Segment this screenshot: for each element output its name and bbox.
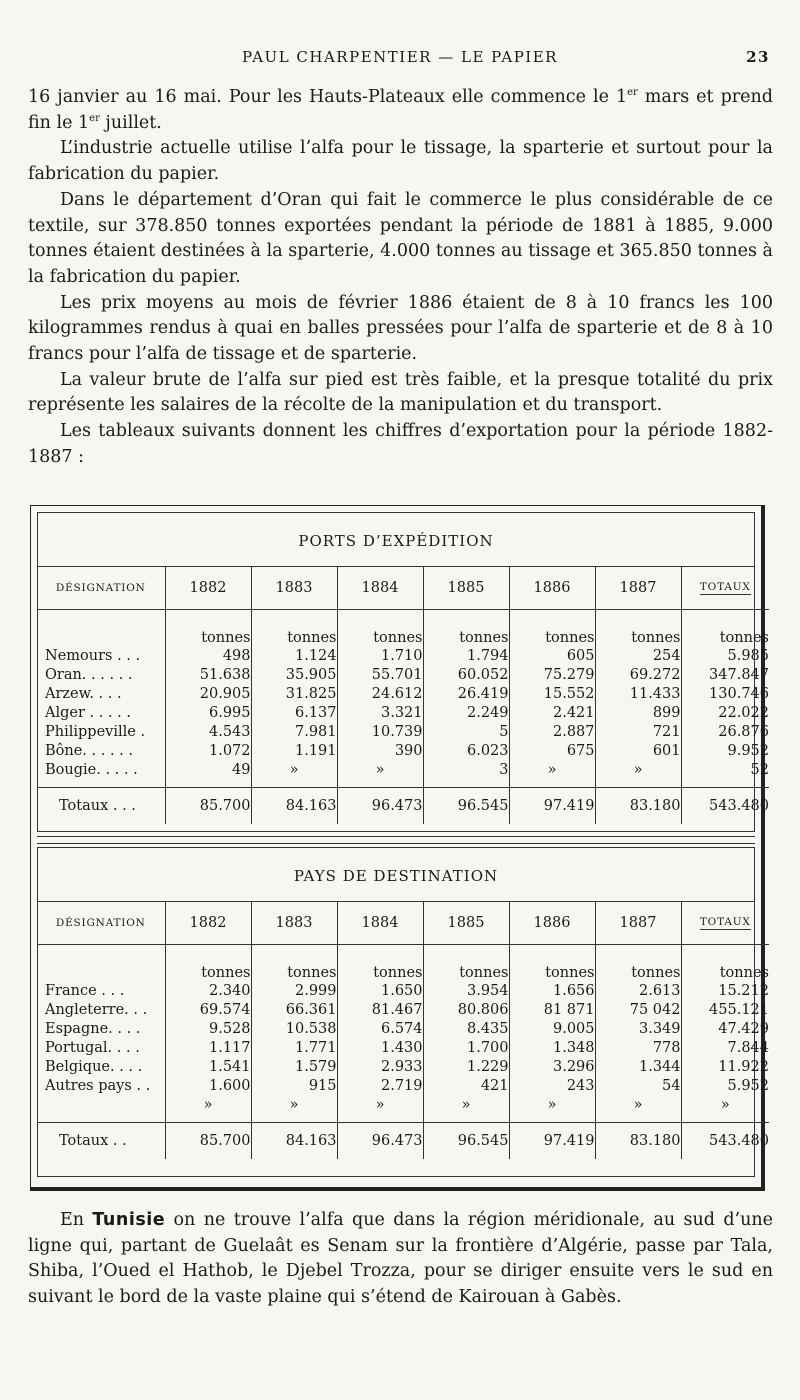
- cell-value: »: [509, 1095, 595, 1114]
- cell-value: 5: [423, 722, 509, 741]
- unit-label: tonnes: [251, 955, 337, 981]
- row-designation: Portugal. . . .: [45, 1039, 140, 1056]
- table-row: [37, 646, 769, 665]
- cell-value: 2.421: [509, 703, 595, 722]
- cell-value: 24.612: [337, 684, 423, 703]
- cell-value: 1.191: [251, 741, 337, 760]
- table-ports-expedition: [37, 512, 769, 832]
- cell-value: 601: [595, 741, 681, 760]
- cell-value: 8.435: [423, 1019, 509, 1038]
- year-header: [509, 567, 595, 610]
- cell-value: »: [423, 1095, 509, 1114]
- cell-value: 5.952: [681, 1076, 769, 1095]
- p1-part-1: 16 janvier au 16 mai. Pour les Hauts-Plateaux elle commence le 1: [28, 87, 628, 107]
- cell-value: 81.467: [337, 1000, 423, 1019]
- cell-value: 498: [165, 646, 251, 665]
- table-ports-title: PORTS D’EXPÉDITION: [298, 532, 494, 550]
- year-header: [423, 567, 509, 610]
- destination-table: [37, 902, 769, 1159]
- ports-table: [37, 567, 769, 824]
- cell-value: 6.574: [337, 1019, 423, 1038]
- table-pays-destination: [37, 847, 769, 1177]
- year-label: 1882: [189, 915, 227, 931]
- p1-part-3: juillet.: [99, 112, 162, 133]
- cell-value: 26.419: [423, 684, 509, 703]
- table-row: [37, 1038, 769, 1057]
- cell-value: 1.344: [595, 1057, 681, 1076]
- cell-value: 130.746: [681, 684, 769, 703]
- cell-value: »: [251, 760, 337, 779]
- cell-value: 1.700: [423, 1038, 509, 1057]
- total-value: 83.180: [595, 788, 681, 825]
- cell-value: 47.429: [681, 1019, 769, 1038]
- cell-value: 9.528: [165, 1019, 251, 1038]
- cell-value: 3.954: [423, 981, 509, 1000]
- cell-value: 347.847: [681, 665, 769, 684]
- cell-value: 22.022: [681, 703, 769, 722]
- row-designation: Bougie. . . . .: [45, 761, 138, 778]
- year-header: [337, 902, 423, 945]
- cell-value: 10.538: [251, 1019, 337, 1038]
- cell-value: 2.887: [509, 722, 595, 741]
- totals-row: [37, 788, 769, 825]
- cell-value: 7.844: [681, 1038, 769, 1057]
- row-designation: Espagne. . . .: [45, 1020, 141, 1037]
- p1-sup-1: er: [627, 87, 638, 99]
- header-row: [37, 567, 769, 610]
- row-designation: Belgique. . . .: [45, 1058, 143, 1075]
- cell-value: 9.952: [681, 741, 769, 760]
- cell-value: 1.579: [251, 1057, 337, 1076]
- unit-label: tonnes: [681, 955, 769, 981]
- designation-header: DÉSIGNATION: [55, 917, 146, 929]
- cell-value: 15.212: [681, 981, 769, 1000]
- cell-value: 26.876: [681, 722, 769, 741]
- cell-value: 2.999: [251, 981, 337, 1000]
- cell-value: 778: [595, 1038, 681, 1057]
- cell-value: 3.321: [337, 703, 423, 722]
- units-row: [37, 955, 769, 981]
- cell-value: »: [337, 760, 423, 779]
- unit-label: tonnes: [423, 620, 509, 646]
- year-header: [165, 567, 251, 610]
- cell-value: 1.794: [423, 646, 509, 665]
- cell-value: 20.905: [165, 684, 251, 703]
- export-tables-frame: [30, 505, 769, 1191]
- tunisie-text: on ne trouve l’alfa que dans la région méridionale, au sud d’une ligne qui, partant de Guelaât es Senam sur la frontière d’Algérie, passe par Tala, Shiba, l’Oued el Hathob, le Djebel Trozza, pour se diriger ensuite vers le sud en suivant le bord de la vaste plaine qui s’étend de Kairouan à Gabès.: [28, 1210, 773, 1308]
- paragraph-5: La valeur brute de l’alfa sur pied est très faible, et la presque totalité du prix représente les salaires de la récolte de la manipulation et du transport.: [28, 369, 773, 416]
- cell-value: 49: [165, 760, 251, 779]
- cell-value: 4.543: [165, 722, 251, 741]
- row-designation: Oran. . . . . .: [45, 666, 133, 683]
- total-value: 543.480: [681, 788, 769, 825]
- year-label: 1887: [619, 915, 657, 931]
- row-designation: [37, 1095, 165, 1114]
- paragraph-2: L’industrie actuelle utilise l’alfa pour le tissage, la sparterie et surtout pour la fabrication du papier.: [28, 138, 773, 185]
- cell-value: 3.349: [595, 1019, 681, 1038]
- cell-value: 455.121: [681, 1000, 769, 1019]
- running-title: PAUL CHARPENTIER — LE PAPIER: [242, 48, 558, 66]
- year-label: 1886: [533, 915, 571, 931]
- cell-value: 1.656: [509, 981, 595, 1000]
- total-value: 96.545: [423, 788, 509, 825]
- totals-row-label: Totaux . .: [37, 1123, 165, 1160]
- paragraph-3: Dans le département d’Oran qui fait le commerce le plus considérable de ce textile, sur 378.850 tonnes exportées pendant la période de 1881 à 1885, 9.000 tonnes étaient destinées à la sparterie, 4.000 tonnes au tissage et 365.850 tonnes à la fabrication du papier.: [28, 189, 773, 287]
- cell-value: 1.771: [251, 1038, 337, 1057]
- row-designation: Alger . . . . .: [45, 704, 131, 721]
- designation-header: DÉSIGNATION: [55, 582, 146, 594]
- body-text-top: [28, 85, 773, 471]
- cell-value: 2.249: [423, 703, 509, 722]
- cell-value: 2.613: [595, 981, 681, 1000]
- cell-value: 54: [595, 1076, 681, 1095]
- cell-value: »: [595, 1095, 681, 1114]
- tunisie-heading: Tunisie: [92, 1210, 166, 1230]
- total-value: 85.700: [165, 788, 251, 825]
- unit-label: tonnes: [337, 955, 423, 981]
- cell-value: 6.137: [251, 703, 337, 722]
- table-row: [37, 1057, 769, 1076]
- cell-value: 51.638: [165, 665, 251, 684]
- total-value: 97.419: [509, 1123, 595, 1160]
- cell-value: »: [251, 1095, 337, 1114]
- cell-value: 15.552: [509, 684, 595, 703]
- row-designation: France . . .: [45, 982, 125, 999]
- units-row: [37, 620, 769, 646]
- total-value: 543.480: [681, 1123, 769, 1160]
- year-label: 1885: [447, 580, 485, 596]
- row-designation: Angleterre. . .: [45, 1001, 148, 1018]
- cell-value: 35.905: [251, 665, 337, 684]
- cell-value: 80.806: [423, 1000, 509, 1019]
- table-row: [37, 684, 769, 703]
- cell-value: 60.052: [423, 665, 509, 684]
- cell-value: »: [509, 760, 595, 779]
- cell-value: 675: [509, 741, 595, 760]
- year-label: 1886: [533, 580, 571, 596]
- paragraph-1: [28, 85, 773, 136]
- year-header: [595, 902, 681, 945]
- table-row: [37, 1076, 769, 1095]
- totals-row: [37, 1123, 769, 1160]
- cell-value: »: [595, 760, 681, 779]
- cell-value: 1.348: [509, 1038, 595, 1057]
- cell-value: 2.340: [165, 981, 251, 1000]
- unit-label: tonnes: [681, 620, 769, 646]
- cell-value: 721: [595, 722, 681, 741]
- page-number: 23: [746, 48, 770, 66]
- total-value: 97.419: [509, 788, 595, 825]
- cell-value: »: [681, 1095, 769, 1114]
- cell-value: 2.719: [337, 1076, 423, 1095]
- cell-value: 1.072: [165, 741, 251, 760]
- cell-value: 6.023: [423, 741, 509, 760]
- cell-value: 1.124: [251, 646, 337, 665]
- cell-value: 605: [509, 646, 595, 665]
- totals-label: TOTAUX: [699, 581, 751, 593]
- cell-value: 5.985: [681, 646, 769, 665]
- totals-header: [681, 567, 769, 610]
- total-value: 84.163: [251, 1123, 337, 1160]
- table-row: [37, 760, 769, 779]
- year-header: [509, 902, 595, 945]
- cell-value: 1.710: [337, 646, 423, 665]
- cell-value: 2.933: [337, 1057, 423, 1076]
- cell-value: 52: [681, 760, 769, 779]
- cell-value: 3.296: [509, 1057, 595, 1076]
- table-row: [37, 1000, 769, 1019]
- cell-value: 69.574: [165, 1000, 251, 1019]
- unit-label: tonnes: [509, 955, 595, 981]
- cell-value: 3: [423, 760, 509, 779]
- row-designation: Arzew. . . .: [45, 685, 122, 702]
- table-row: [37, 722, 769, 741]
- p1-sup-2: er: [89, 112, 100, 124]
- cell-value: 243: [509, 1076, 595, 1095]
- table-row: [37, 703, 769, 722]
- totals-header: [681, 902, 769, 945]
- cell-value: 69.272: [595, 665, 681, 684]
- paragraph-4: Les prix moyens au mois de février 1886 étaient de 8 à 10 francs les 100 kilogrammes rendus à quai en balles pressées pour l’alfa de sparterie et de 8 à 10 francs pour l’alfa de tissage et de sparterie.: [28, 292, 773, 365]
- unit-label: tonnes: [595, 955, 681, 981]
- unit-label: tonnes: [509, 620, 595, 646]
- year-header: [165, 902, 251, 945]
- cell-value: 1.430: [337, 1038, 423, 1057]
- cell-value: »: [337, 1095, 423, 1114]
- cell-value: 899: [595, 703, 681, 722]
- year-header: [423, 902, 509, 945]
- table-row: [37, 1095, 769, 1114]
- table-row: [37, 1019, 769, 1038]
- cell-value: 7.981: [251, 722, 337, 741]
- unit-label: tonnes: [595, 620, 681, 646]
- row-designation: Philippeville .: [45, 723, 146, 740]
- unit-label: tonnes: [165, 955, 251, 981]
- cell-value: 75.279: [509, 665, 595, 684]
- cell-value: 11.433: [595, 684, 681, 703]
- table-row: [37, 665, 769, 684]
- cell-value: 9.005: [509, 1019, 595, 1038]
- cell-value: 1.650: [337, 981, 423, 1000]
- row-designation: Nemours . . .: [45, 647, 141, 664]
- tunisie-lead: En: [60, 1210, 93, 1230]
- cell-value: 11.922: [681, 1057, 769, 1076]
- paragraph-6: Les tableaux suivants donnent les chiffres d’exportation pour la période 1882-1887 :: [28, 421, 773, 467]
- table-row: [37, 741, 769, 760]
- cell-value: 55.701: [337, 665, 423, 684]
- header-row: [37, 902, 769, 945]
- table-row: [37, 981, 769, 1000]
- year-label: 1887: [619, 580, 657, 596]
- cell-value: 390: [337, 741, 423, 760]
- year-label: 1884: [361, 915, 399, 931]
- table-pays-title: PAYS DE DESTINATION: [293, 867, 499, 885]
- year-header: [251, 567, 337, 610]
- total-value: 96.473: [337, 788, 423, 825]
- unit-label: tonnes: [251, 620, 337, 646]
- cell-value: 421: [423, 1076, 509, 1095]
- total-value: 85.700: [165, 1123, 251, 1160]
- cell-value: 254: [595, 646, 681, 665]
- running-header: [30, 48, 770, 68]
- body-text-bottom: [28, 1208, 773, 1311]
- year-header: [337, 567, 423, 610]
- cell-value: 81 871: [509, 1000, 595, 1019]
- row-designation: Autres pays . .: [45, 1077, 151, 1094]
- p1-part-2: mars et prend fin le 1: [28, 87, 773, 133]
- paragraph-tunisie: [28, 1208, 773, 1311]
- totals-row-label: Totaux . . .: [37, 788, 165, 825]
- cell-value: 1.117: [165, 1038, 251, 1057]
- unit-label: tonnes: [423, 955, 509, 981]
- cell-value: 75 042: [595, 1000, 681, 1019]
- total-value: 84.163: [251, 788, 337, 825]
- cell-value: 1.229: [423, 1057, 509, 1076]
- year-header: [595, 567, 681, 610]
- year-label: 1883: [275, 580, 313, 596]
- cell-value: 10.739: [337, 722, 423, 741]
- cell-value: 31.825: [251, 684, 337, 703]
- cell-value: »: [165, 1095, 251, 1114]
- cell-value: 6.995: [165, 703, 251, 722]
- total-value: 96.473: [337, 1123, 423, 1160]
- year-label: 1882: [189, 580, 227, 596]
- total-value: 96.545: [423, 1123, 509, 1160]
- totals-label: TOTAUX: [699, 916, 751, 928]
- total-value: 83.180: [595, 1123, 681, 1160]
- cell-value: 915: [251, 1076, 337, 1095]
- year-label: 1884: [361, 580, 399, 596]
- year-header: [251, 902, 337, 945]
- year-label: 1885: [447, 915, 485, 931]
- year-label: 1883: [275, 915, 313, 931]
- cell-value: 1.600: [165, 1076, 251, 1095]
- unit-label: tonnes: [337, 620, 423, 646]
- cell-value: 66.361: [251, 1000, 337, 1019]
- row-designation: Bône. . . . . .: [45, 742, 134, 759]
- cell-value: 1.541: [165, 1057, 251, 1076]
- unit-label: tonnes: [165, 620, 251, 646]
